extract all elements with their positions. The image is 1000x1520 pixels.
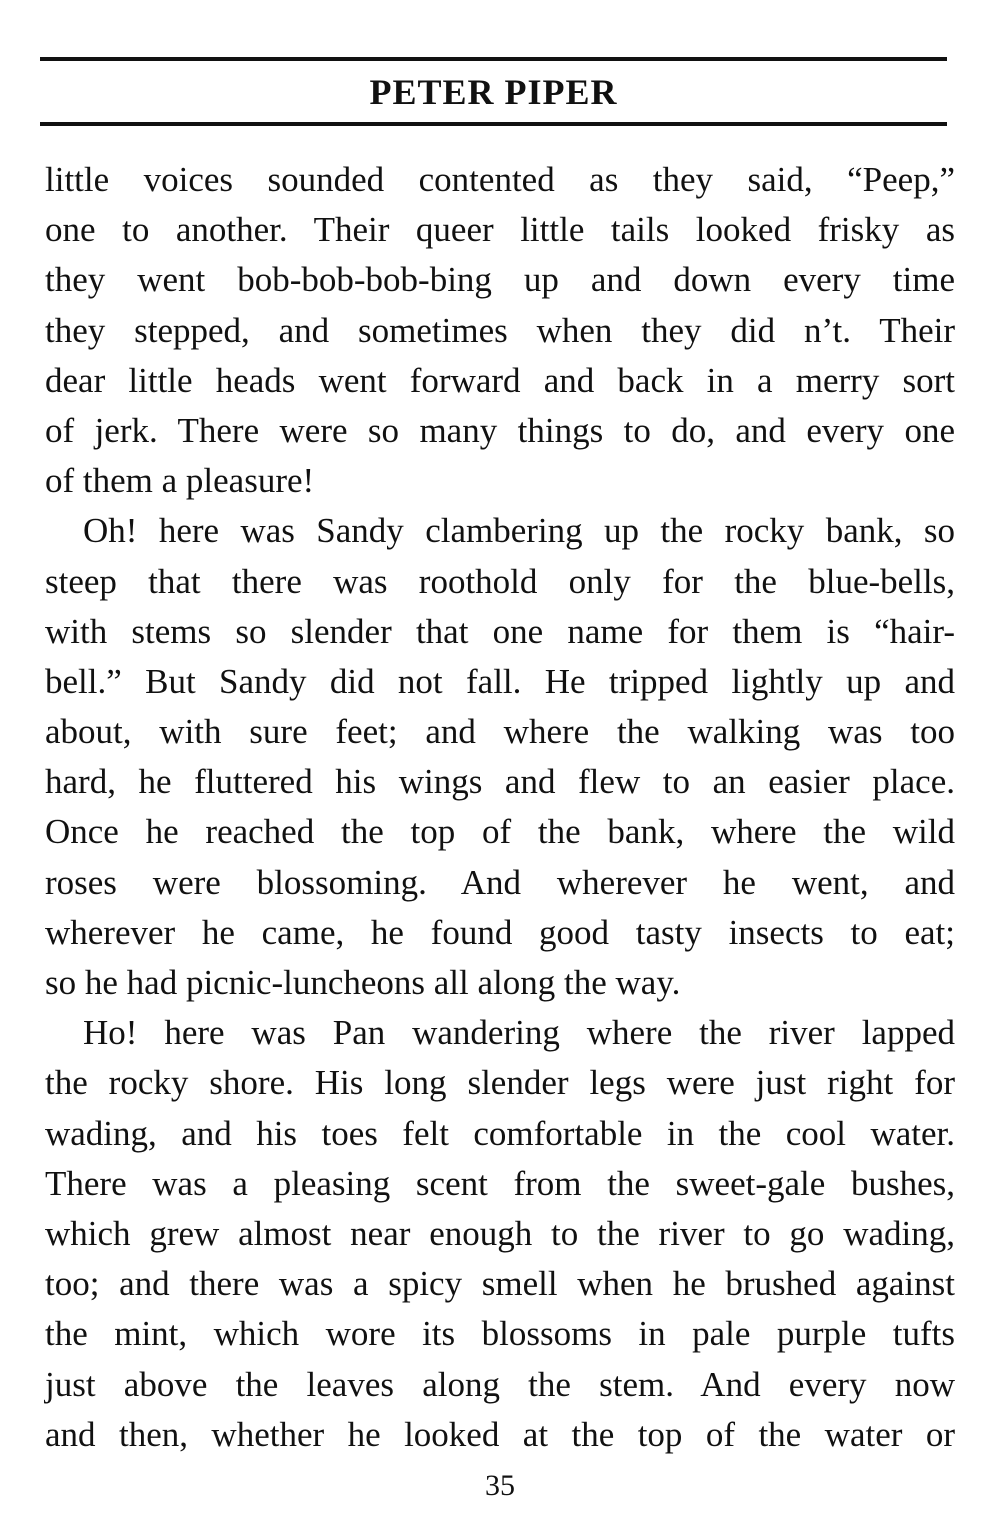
text-line: and then, whether he looked at the top of the water or <box>45 1414 955 1454</box>
text-line: roses were blossoming. And wherever he went, and <box>45 862 955 902</box>
text-line: bell.” But Sandy did not fall. He tripped lightly up and <box>45 661 955 701</box>
text-line: about, with sure feet; and where the walking was too <box>45 712 955 752</box>
text-line: so he had picnic-luncheons all along the way. <box>45 963 681 1002</box>
text-line: which grew almost near enough to the river to go wading, <box>45 1213 955 1253</box>
text-line: steep that there was roothold only for the blue-bells, <box>45 561 955 601</box>
text-line: they stepped, and sometimes when they did n’t. Their <box>45 310 955 350</box>
text-line: little voices sounded contented as they said, “Peep,” <box>45 160 955 199</box>
text-line: hard, he fluttered his wings and flew to an easier place. <box>45 762 955 802</box>
text-line: one to another. Their queer little tails looked frisky as <box>45 210 955 250</box>
text-line: just above the leaves along the stem. And every now <box>45 1364 955 1404</box>
text-line: of jerk. There were so many things to do, and every one <box>45 410 955 450</box>
page-number: 35 <box>485 1469 515 1502</box>
text-line: There was a pleasing scent from the sweet-gale bushes, <box>45 1163 955 1203</box>
text-line: wherever he came, he found good tasty insects to eat; <box>45 912 955 952</box>
body-text <box>45 155 955 1460</box>
running-head: PETER PIPER <box>369 72 618 112</box>
text-line: the mint, which wore its blossoms in pale purple tufts <box>45 1314 955 1354</box>
text-line: the rocky shore. His long slender legs were just right for <box>45 1063 955 1103</box>
text-line: too; and there was a spicy smell when he brushed against <box>45 1264 955 1304</box>
text-line: Ho! here was Pan wandering where the river lapped <box>83 1013 955 1053</box>
text-line: Once he reached the top of the bank, where the wild <box>45 812 955 852</box>
header-rule-top <box>40 57 947 61</box>
text-line: they went bob-bob-bob-bing up and down every time <box>45 260 955 300</box>
text-line: Oh! here was Sandy clambering up the rocky bank, so <box>83 511 955 551</box>
text-line: dear little heads went forward and back in a merry sort <box>45 360 955 400</box>
header-rule-bottom <box>40 122 947 126</box>
text-line: with stems so slender that one name for them is “hair- <box>45 611 955 651</box>
text-line: of them a pleasure! <box>45 461 315 501</box>
text-line: wading, and his toes felt comfortable in the cool water. <box>45 1113 955 1153</box>
